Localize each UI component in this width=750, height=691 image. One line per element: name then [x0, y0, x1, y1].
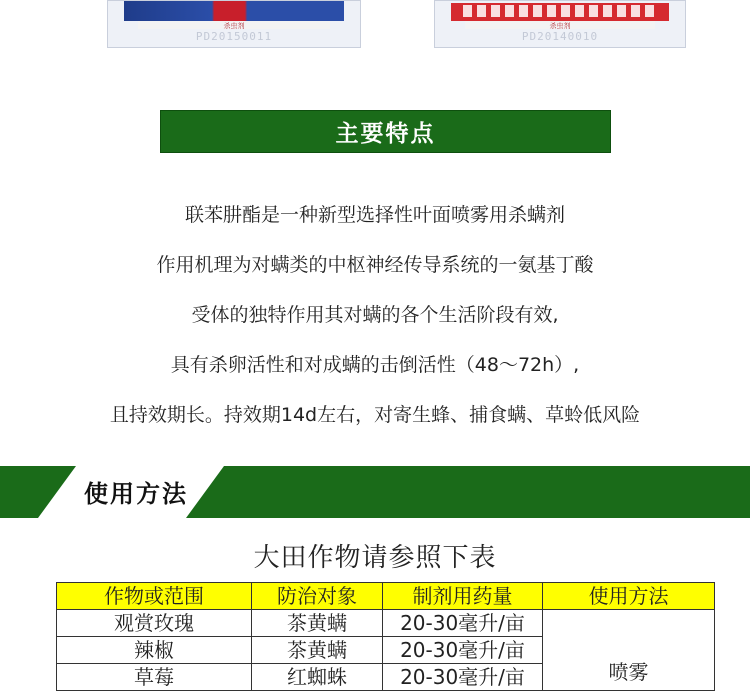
- packet-pictogram-strip: [463, 5, 657, 17]
- features-title: 主要特点: [335, 121, 436, 147]
- cell-target: 红蜘蛛: [252, 664, 383, 691]
- table-header-row: [57, 583, 715, 610]
- cell-target: 茶黄螨: [252, 610, 383, 637]
- table-row: [57, 610, 715, 637]
- feature-line-3: 受体的独特作用其对螨的各个生活阶段有效,: [191, 304, 559, 326]
- cell-method: 喷雾: [543, 610, 715, 691]
- header-crop: 作物或范围: [57, 583, 252, 610]
- header-target: 防治对象: [252, 583, 383, 610]
- cell-dosage: 20-30毫升/亩: [383, 664, 543, 691]
- feature-line-4: 具有杀卵活性和对成螨的击倒活性（48～72h）,: [170, 354, 580, 376]
- cell-target: 茶黄螨: [252, 637, 383, 664]
- usage-table-title: 大田作物请参照下表: [253, 543, 497, 573]
- cell-dosage: 20-30毫升/亩: [383, 610, 543, 637]
- packet-registration-code: PD20150011: [195, 30, 273, 43]
- usage-title: 使用方法: [84, 480, 188, 508]
- feature-line-1: 联苯肼酯是一种新型选择性叶面喷雾用杀螨剂: [184, 204, 565, 226]
- product-packet-right: [434, 0, 686, 48]
- usage-banner: [0, 466, 750, 518]
- packet-color-band: [124, 1, 344, 21]
- feature-line-2: 作用机理为对螨类的中枢神经传导系统的一氨基丁酸: [156, 254, 594, 276]
- cell-crop: 草莓: [57, 664, 252, 691]
- packet-label: 杀虫剂: [549, 22, 571, 30]
- cell-crop: 辣椒: [57, 637, 252, 664]
- packet-registration-code: PD20140010: [521, 30, 599, 43]
- product-packet-left: [107, 0, 361, 48]
- cell-crop: 观赏玫瑰: [57, 610, 252, 637]
- cell-dosage: 20-30毫升/亩: [383, 637, 543, 664]
- packet-label: 杀虫剂: [223, 22, 245, 30]
- feature-line-5: 且持效期长。持效期14d左右，对寄生蜂、捕食螨、草蛉低风险: [109, 404, 641, 426]
- usage-table: [56, 582, 715, 691]
- header-method: 使用方法: [543, 583, 715, 610]
- header-dosage: 制剂用药量: [383, 583, 543, 610]
- features-banner: [160, 110, 611, 153]
